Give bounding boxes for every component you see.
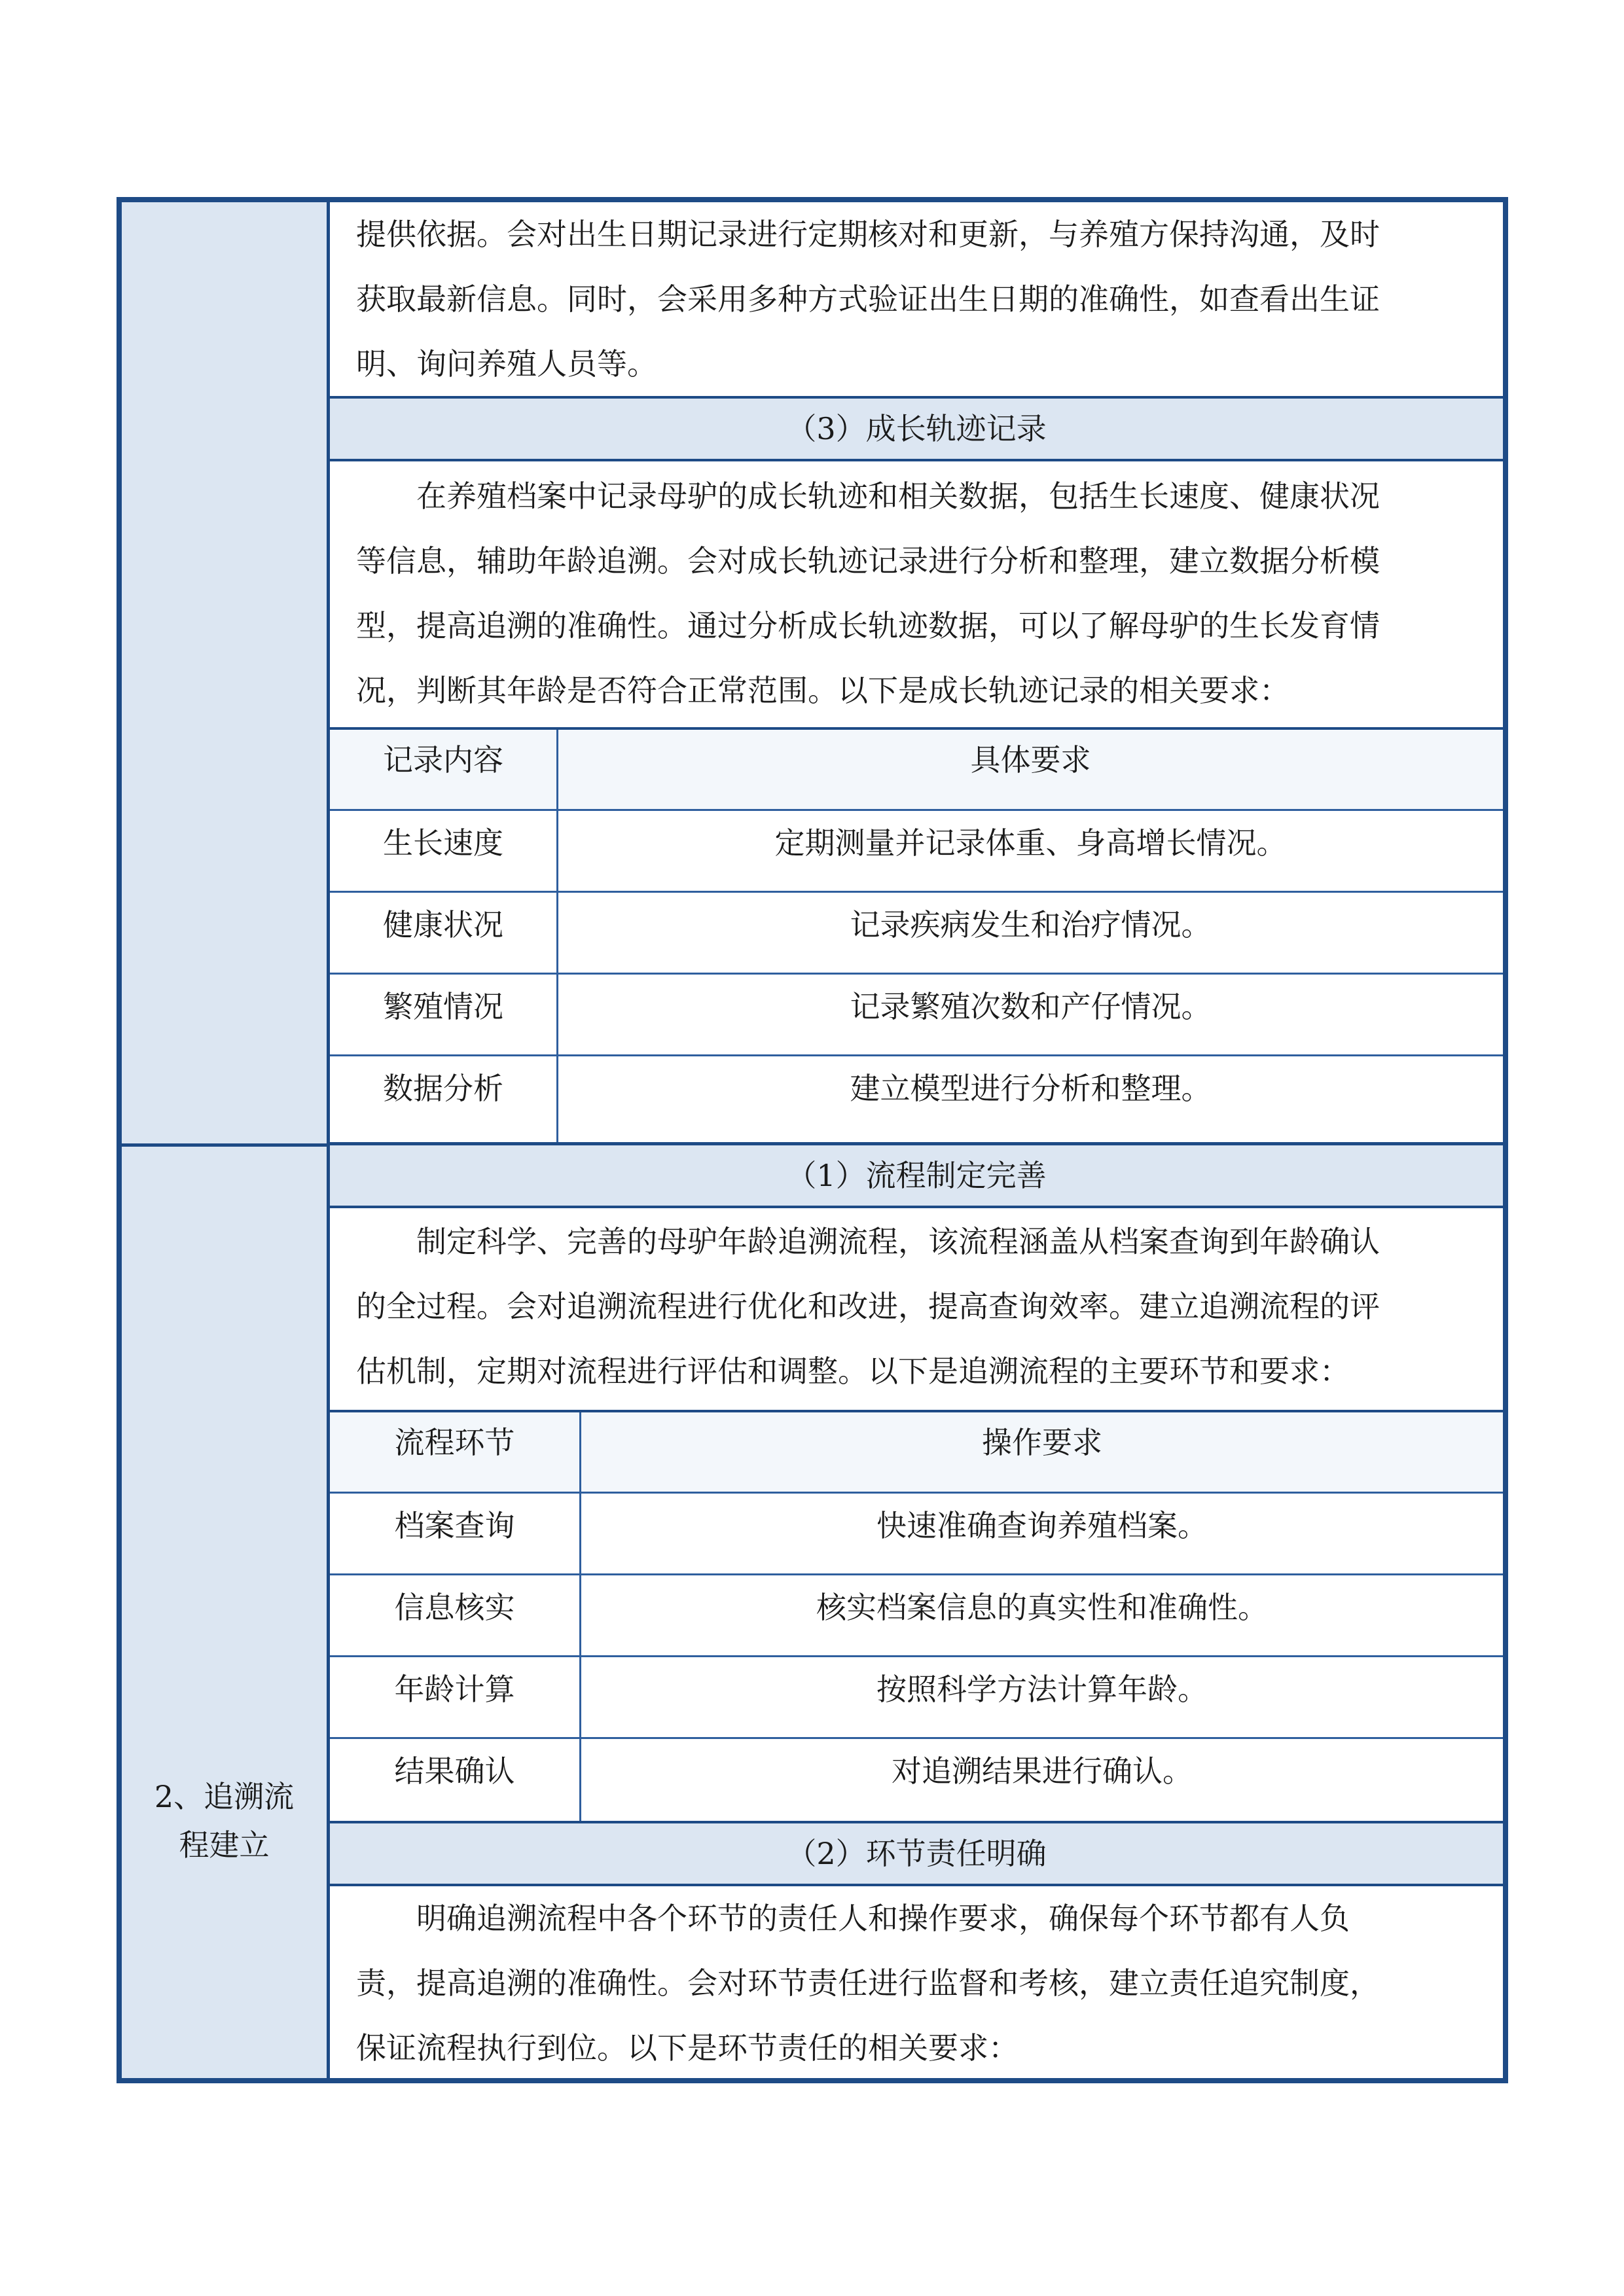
section-2-label-line-1: 2、追溯流 (154, 1779, 295, 1814)
responsibility-section-title: （2）环节责任明确 (330, 1823, 1503, 1884)
growth-paragraph-line: 况，判断其年龄是否符合正常范围。以下是成长轨迹记录的相关要求： (356, 673, 1290, 708)
top-paragraph-line: 获取最新信息。同时，会采用多种方式验证出生日期的准确性，如查看出生证 (356, 281, 1380, 317)
growth-table-cell: 建立模型进行分析和整理。 (850, 1071, 1212, 1106)
responsibility-paragraph (330, 1886, 1503, 2081)
top-paragraph-line: 提供依据。会对出生日期记录进行定期核对和更新，与养殖方保持沟通，及时 (356, 217, 1380, 252)
process-table-cell: 按照科学方法计算年龄。 (876, 1672, 1208, 1707)
growth-table-header-cell: 记录内容 (383, 742, 503, 778)
process-table-cell: 信息核实 (394, 1590, 515, 1625)
responsibility-paragraph-line: 保证流程执行到位。以下是环节责任的相关要求： (356, 2030, 1019, 2066)
process-table-cell: 年龄计算 (394, 1672, 515, 1707)
right-column (330, 202, 1503, 2078)
process-section-title: （1）流程制定完善 (330, 1145, 1503, 1206)
growth-table-cell: 健康状况 (383, 907, 503, 942)
growth-table-cell: 记录繁殖次数和产仔情况。 (850, 989, 1212, 1024)
divider (330, 459, 1503, 461)
growth-table-header-cell: 具体要求 (970, 742, 1091, 778)
section-2-label-line-2: 程建立 (179, 1827, 270, 1863)
process-table-cell: 快速准确查询养殖档案。 (876, 1508, 1208, 1543)
responsibility-paragraph-line: 责，提高追溯的准确性。会对环节责任进行监督和考核，建立责任追究制度， (356, 1965, 1380, 2001)
top-paragraph-line: 明、询问养殖人员等。 (356, 346, 657, 382)
growth-table-cell: 生长速度 (383, 825, 503, 861)
growth-paragraph-line: 型，提高追溯的准确性。通过分析成长轨迹数据，可以了解母驴的生长发育情 (356, 608, 1380, 643)
process-paragraph-line: 制定科学、完善的母驴年龄追溯流程，该流程涵盖从档案查询到年龄确认 (416, 1224, 1380, 1259)
growth-paragraph-line: 等信息，辅助年龄追溯。会对成长轨迹记录进行分析和整理，建立数据分析模 (356, 543, 1380, 579)
responsibility-paragraph-line: 明确追溯流程中各个环节的责任人和操作要求，确保每个环节都有人负 (416, 1901, 1350, 1936)
section-2-label (122, 1772, 327, 1869)
process-table-header-cell: 操作要求 (982, 1425, 1102, 1460)
growth-table-cell: 数据分析 (383, 1071, 503, 1106)
growth-table-cell: 繁殖情况 (383, 989, 503, 1024)
growth-paragraph (330, 464, 1503, 723)
growth-paragraph-line: 在养殖档案中记录母驴的成长轨迹和相关数据，包括生长速度、健康状况 (416, 478, 1380, 514)
process-paragraph-line: 的全过程。会对追溯流程进行优化和改进，提高查询效率。建立追溯流程的评 (356, 1289, 1380, 1324)
growth-section-title: （3）成长轨迹记录 (330, 399, 1503, 459)
process-paragraph-line: 估机制，定期对流程进行评估和调整。以下是追溯流程的主要环节和要求： (356, 1354, 1350, 1389)
process-table-cell: 档案查询 (394, 1508, 515, 1543)
main-table (117, 197, 1508, 2083)
process-table-header-cell: 流程环节 (394, 1425, 515, 1460)
process-paragraph (330, 1210, 1503, 1404)
growth-table-cell: 记录疾病发生和治疗情况。 (850, 907, 1212, 942)
top-paragraph (330, 202, 1503, 397)
process-table-cell: 核实档案信息的真实性和准确性。 (816, 1590, 1268, 1625)
left-column-divider (122, 1143, 330, 1147)
process-table-cell: 对追溯结果进行确认。 (892, 1753, 1193, 1789)
process-table-cell: 结果确认 (394, 1753, 515, 1789)
growth-table-cell: 定期测量并记录体重、身高增长情况。 (774, 825, 1287, 861)
divider (330, 1206, 1503, 1208)
